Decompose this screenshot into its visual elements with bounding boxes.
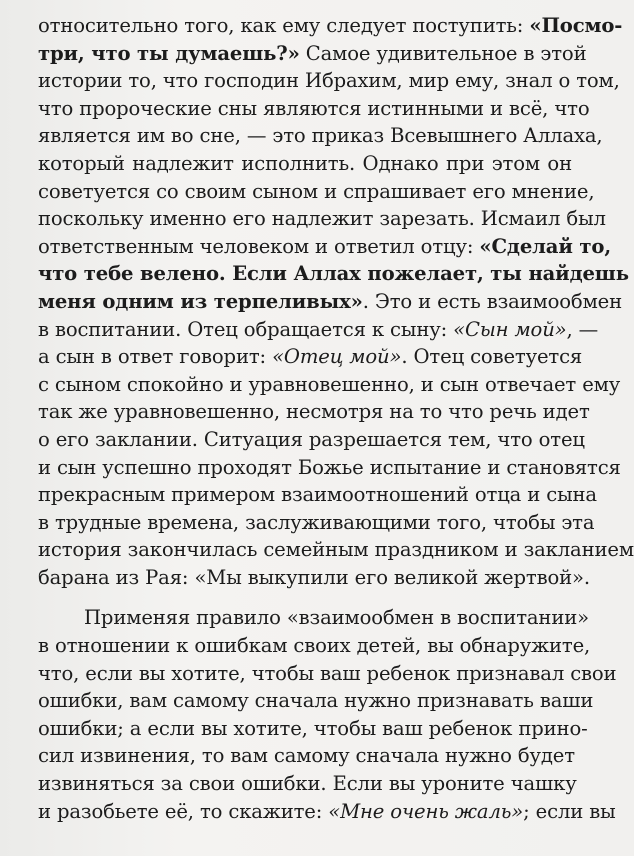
text-span: и разобьете её, то скажите: — [38, 799, 329, 823]
text-span: относительно того, как ему следует поступить: — [38, 14, 530, 37]
text-span: ошибки, вам самому сначала нужно признавать ваши — [38, 689, 594, 713]
text-span: советуется со своим сыном и спрашивает его мнение, — [38, 179, 595, 203]
text-line — [38, 178, 595, 206]
bold-quote: что тебе велено. Если Аллах пожелает, ты найдешь — [38, 262, 629, 286]
text-span: а сын в ответ говорит: — [38, 345, 273, 369]
text-span: в отношении к ошибкам своих детей, вы обнаружите, — [38, 634, 591, 658]
text-span: истории то, что господин Ибрахим, мир ему, знал о том, — [38, 69, 620, 93]
italic-quote: «Сын мой» — [453, 317, 567, 341]
text-span: барана из Рая: «Мы выкупили его великой жертвой». — [38, 565, 590, 589]
text-line — [38, 715, 588, 743]
text-line — [38, 687, 594, 715]
text-span: в воспитании. Отец обращается к сыну: — [38, 317, 454, 341]
text-span: . Отец советуется — [401, 345, 583, 369]
text-span: и сын успешно проходят Божье испытание и становятся — [38, 455, 621, 479]
text-line — [38, 632, 591, 660]
text-span: ошибки; а если вы хотите, чтобы ваш ребенок прино- — [38, 716, 588, 740]
text-line — [38, 798, 616, 826]
text-line — [38, 604, 589, 632]
text-line — [38, 205, 606, 233]
text-span: ; если вы — [523, 799, 616, 823]
text-span: в трудные времена, заслуживающими того, чтобы эта — [38, 510, 595, 534]
text-span: , — — [566, 317, 599, 341]
body-text — [38, 12, 634, 825]
text-span: извиняться за свои ошибки. Если вы уроните чашку — [38, 772, 577, 796]
bold-quote: «Посмо- — [529, 14, 623, 37]
text-line — [38, 509, 595, 537]
text-span: прекрасным примером взаимоотношений отца и сына — [38, 483, 597, 507]
text-span: что пророческие сны являются истинными и всё, что — [38, 96, 590, 120]
text-line — [38, 260, 629, 288]
paragraph-gap — [38, 591, 572, 604]
text-span: является им во сне, — это приказ Всевышнего Аллаха, — [38, 124, 603, 148]
text-span: Самое удивительное в этой — [299, 41, 587, 65]
text-line — [38, 288, 623, 316]
bold-quote: «Сделай то, — [479, 234, 611, 258]
text-line — [38, 426, 585, 454]
text-span: о его заклании. Ситуация разрешается тем, что отец — [38, 427, 585, 451]
paragraph — [38, 12, 634, 591]
bold-quote: меня одним из терпеливых» — [38, 289, 363, 313]
text-span: который надлежит исполнить. Однако при этом он — [38, 151, 572, 175]
text-span: сил извинения, то вам самому сначала нужно будет — [38, 744, 575, 768]
text-span: ответственным человеком и ответил отцу: — [38, 234, 480, 258]
text-line — [38, 343, 583, 371]
text-span: история закончилась семейным праздником и закланием — [38, 538, 634, 562]
bold-quote: три, что ты думаешь?» — [38, 41, 300, 65]
text-span: так же уравновешенно, несмотря на то что речь идет — [38, 400, 590, 424]
text-line — [38, 316, 599, 344]
text-line — [38, 536, 634, 564]
paragraph — [38, 604, 617, 825]
text-line — [38, 742, 575, 770]
text-line — [38, 40, 587, 68]
text-line — [38, 398, 590, 426]
text-line — [38, 233, 611, 261]
text-span: с сыном спокойно и уравновешенно, и сын отвечает ему — [38, 372, 621, 396]
text-line — [38, 122, 603, 150]
text-line — [38, 564, 590, 592]
text-line — [38, 371, 621, 399]
text-line — [38, 660, 617, 688]
text-line — [38, 454, 621, 482]
text-span: что, если вы хотите, чтобы ваш ребенок признавал свои — [38, 661, 617, 685]
text-span: . Это и есть взаимообмен — [362, 289, 623, 313]
italic-quote: «Мне очень жаль» — [328, 799, 524, 823]
text-line — [38, 481, 597, 509]
text-span: поскольку именно его надлежит зарезать. Исмаил был — [38, 207, 606, 231]
text-span: Применяя правило «взаимообмен в воспитании» — [84, 606, 589, 630]
text-line — [38, 12, 623, 40]
text-line — [38, 67, 620, 95]
text-line — [38, 770, 577, 798]
italic-quote: «Отец мой» — [272, 345, 402, 369]
text-line — [38, 95, 590, 123]
text-line — [38, 150, 572, 178]
